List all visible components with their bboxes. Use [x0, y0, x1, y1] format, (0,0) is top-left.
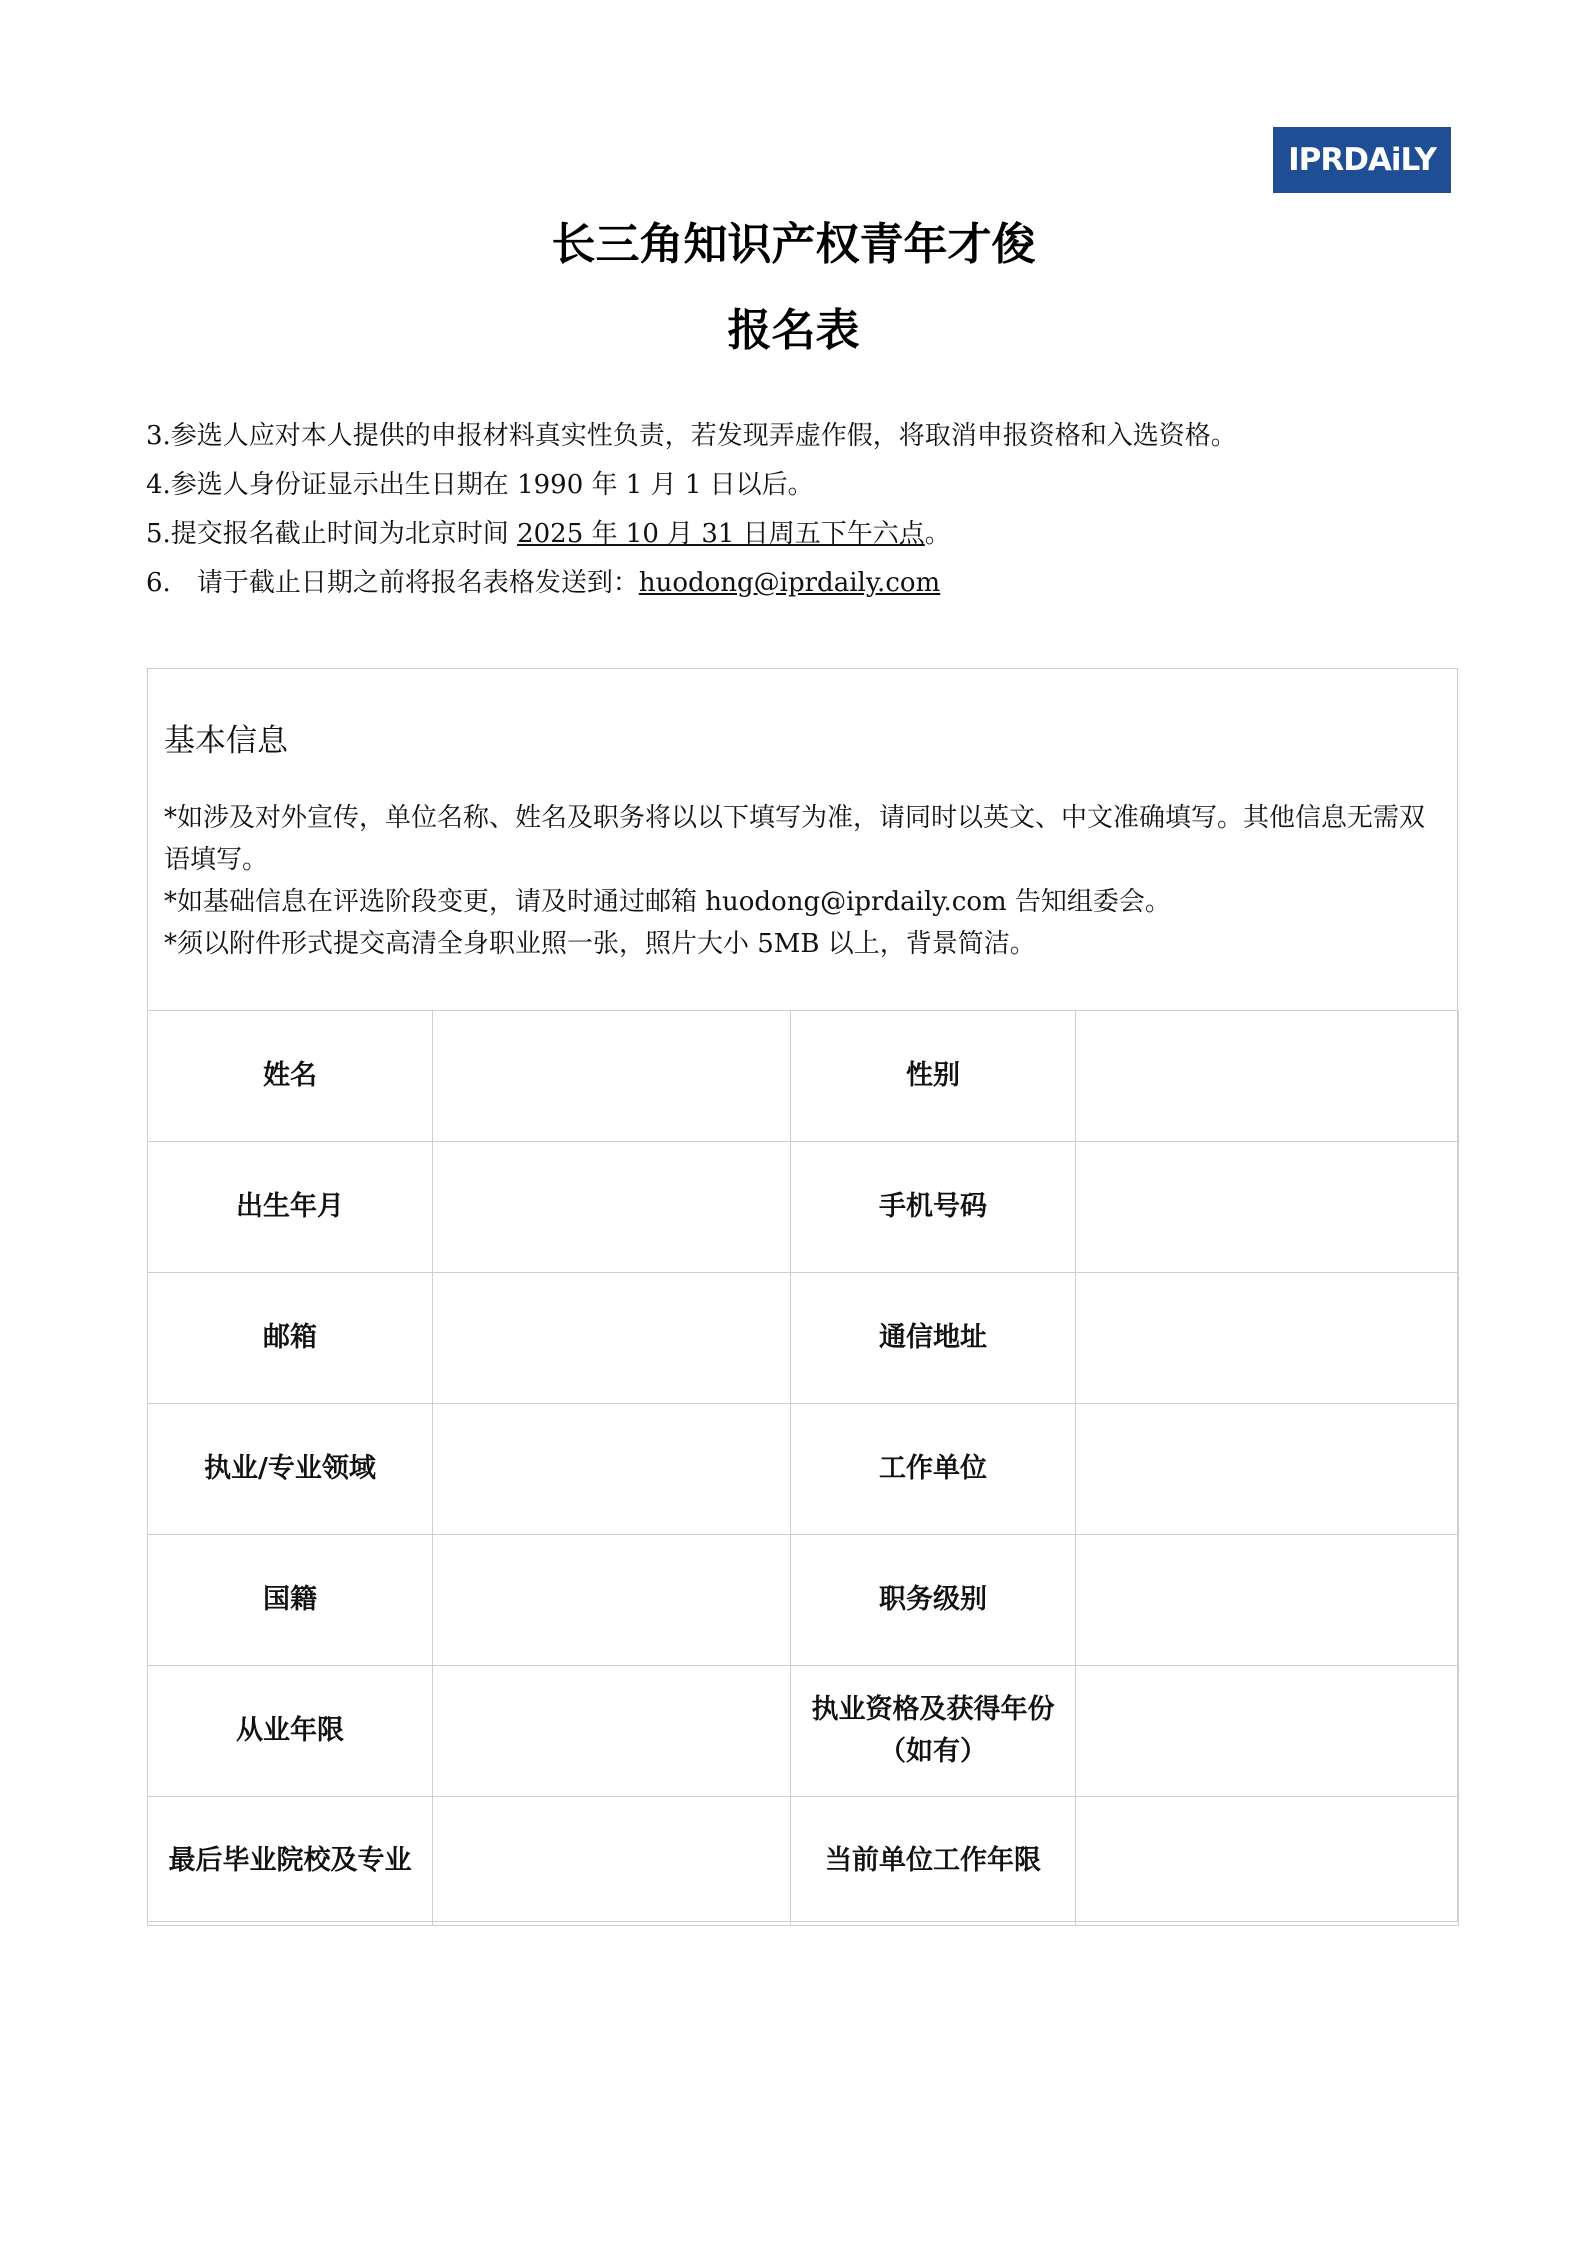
table-row [148, 1666, 1459, 1797]
years-practice-label: 从业年限 [148, 1666, 433, 1797]
section-title-basic-info: 基本信息 [164, 723, 288, 759]
note-5: 5.提交报名截止时间为北京时间 2025 年 10 月 31 日周五下午六点。 [146, 519, 951, 549]
section-notes [164, 797, 1444, 965]
note-6: 6. 请于截止日期之前将报名表格发送到：huodong@iprdaily.com [146, 568, 941, 598]
name-field[interactable] [433, 1011, 791, 1142]
section-note: *如涉及对外宣传，单位名称、姓名及职务将以以下填写为准，请同时以英文、中文准确填写。其他信息无需双语填写。 [164, 803, 1426, 875]
nationality-field[interactable] [433, 1535, 791, 1666]
practice-field-label: 执业/专业领域 [148, 1404, 433, 1535]
table-row [148, 1404, 1459, 1535]
employer-label: 工作单位 [791, 1404, 1076, 1535]
name-label: 姓名 [148, 1011, 433, 1142]
registration-form [147, 668, 1458, 1922]
position-level-field[interactable] [1076, 1535, 1459, 1666]
email-field[interactable] [433, 1273, 791, 1404]
deadline-text: 2025 年 10 月 31 日周五下午六点 [517, 519, 925, 549]
basic-info-table [147, 1010, 1459, 1926]
birth-date-field[interactable] [433, 1142, 791, 1273]
address-field[interactable] [1076, 1273, 1459, 1404]
current-tenure-field[interactable] [1076, 1797, 1459, 1926]
position-level-label: 职务级别 [791, 1535, 1076, 1666]
nationality-label: 国籍 [148, 1535, 433, 1666]
iprdaily-logo: IPRDAiLY [1273, 127, 1451, 193]
current-tenure-label: 当前单位工作年限 [791, 1797, 1076, 1926]
table-row [148, 1797, 1459, 1926]
email-label: 邮箱 [148, 1273, 433, 1404]
gender-field[interactable] [1076, 1011, 1459, 1142]
years-practice-field[interactable] [433, 1666, 791, 1797]
table-row [148, 1535, 1459, 1666]
page-subtitle: 报名表 [727, 305, 860, 356]
section-note: *须以附件形式提交高清全身职业照一张，照片大小 5MB 以上，背景简洁。 [164, 929, 1036, 959]
qualification-field[interactable] [1076, 1666, 1459, 1797]
section-note: *如基础信息在评选阶段变更，请及时通过邮箱 huodong@iprdaily.com 告知组委会。 [164, 887, 1171, 917]
submit-email-link[interactable]: huodong@iprdaily.com [638, 568, 941, 598]
practice-field-input[interactable] [433, 1404, 791, 1535]
note-3: 3.参选人应对本人提供的申报材料真实性负责，若发现弄虚作假，将取消申报资格和入选资格。 [146, 421, 1237, 451]
phone-label: 手机号码 [791, 1142, 1076, 1273]
graduation-school-label: 最后毕业院校及专业 [148, 1797, 433, 1926]
phone-field[interactable] [1076, 1142, 1459, 1273]
qualification-label: 执业资格及获得年份 （如有） [791, 1666, 1076, 1797]
note-4: 4.参选人身份证显示出生日期在 1990 年 1 月 1 日以后。 [146, 470, 814, 500]
table-row [148, 1011, 1459, 1142]
graduation-school-field[interactable] [433, 1797, 791, 1926]
table-row [148, 1273, 1459, 1404]
address-label: 通信地址 [791, 1273, 1076, 1404]
gender-label: 性别 [791, 1011, 1076, 1142]
table-row [148, 1142, 1459, 1273]
employer-field[interactable] [1076, 1404, 1459, 1535]
instructions-list [146, 412, 1237, 608]
birth-date-label: 出生年月 [148, 1142, 433, 1273]
page-title: 长三角知识产权青年才俊 [551, 219, 1036, 270]
